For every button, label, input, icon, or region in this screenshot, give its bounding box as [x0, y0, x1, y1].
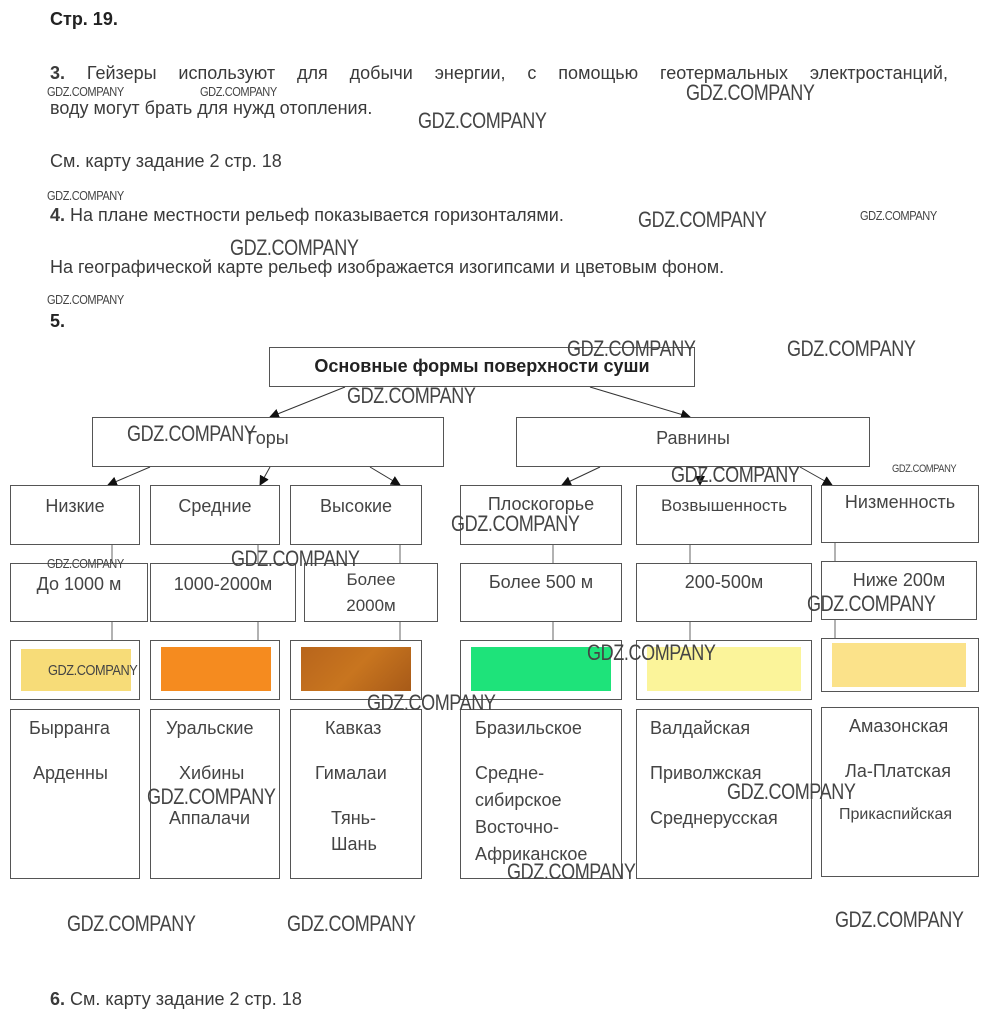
mountains-label: Горы: [247, 428, 289, 448]
example-item: Приволжская: [650, 763, 762, 783]
watermark: GDZ.COMPANY: [418, 108, 547, 133]
type-box-low: Низкие: [10, 485, 140, 545]
example-item: Восточно-: [475, 817, 559, 837]
type-box-upland: Возвышенность: [636, 485, 812, 545]
root-label: Основные формы поверхности суши: [314, 356, 650, 376]
type-box-high: Высокие: [290, 485, 422, 545]
watermark: GDZ.COMPANY: [47, 292, 124, 307]
arrow-root-to-plains: [590, 387, 690, 417]
example-item: сибирское: [475, 790, 562, 810]
watermark: GDZ.COMPANY: [587, 640, 716, 665]
watermark: GDZ.COMPANY: [451, 511, 580, 536]
task3-line2: воду могут брать для нужд отопления.: [50, 98, 373, 118]
example-item: Кавказ: [325, 718, 382, 738]
task3-see-map: См. карту задание 2 стр. 18: [50, 151, 282, 171]
watermark: GDZ.COMPANY: [200, 84, 277, 99]
example-item: Ла-Платская: [845, 761, 951, 781]
watermark: GDZ.COMPANY: [892, 463, 957, 475]
arrow-mountains-low: [108, 467, 150, 485]
example-item: Тянь-: [331, 808, 377, 828]
arrow-plains-lowland: [800, 467, 832, 485]
watermark: GDZ.COMPANY: [727, 779, 856, 804]
watermark: GDZ.COMPANY: [787, 336, 916, 361]
example-item: Валдайская: [650, 718, 751, 738]
task4-plan-text: 4. На плане местности рельеф показывается горизонталями.: [50, 205, 564, 225]
example-item: Среднерусская: [650, 808, 778, 828]
page-label: Стр. 19.: [50, 9, 118, 29]
arrow-root-to-mountains: [270, 387, 345, 417]
color-swatch-mid: [161, 647, 271, 691]
watermark: GDZ.COMPANY: [48, 662, 138, 679]
watermark: GDZ.COMPANY: [860, 208, 937, 223]
example-item: Бырранга: [29, 718, 110, 738]
watermark: GDZ.COMPANY: [231, 546, 360, 571]
watermark: GDZ.COMPANY: [47, 188, 124, 203]
height-box-plateau: Более 500 м: [460, 563, 622, 622]
watermark: GDZ.COMPANY: [287, 911, 416, 936]
example-item: Аппалачи: [169, 808, 251, 828]
example-item: Прикаспийская: [839, 806, 953, 823]
watermark: GDZ.COMPANY: [507, 859, 636, 884]
examples-box-low: [10, 709, 140, 879]
watermark: GDZ.COMPANY: [67, 911, 196, 936]
example-item: Гималаи: [315, 763, 387, 783]
example-item: Шань: [331, 834, 377, 854]
task4-map-text: На географической карте рельеф изображается изогипсами и цветовым фоном.: [50, 257, 725, 277]
watermark: GDZ.COMPANY: [230, 235, 359, 260]
watermark: GDZ.COMPANY: [835, 907, 964, 932]
watermark: GDZ.COMPANY: [807, 591, 936, 616]
watermark: GDZ.COMPANY: [567, 336, 696, 361]
task6-number: 6.: [50, 989, 66, 1009]
task3-number: 3.: [50, 63, 66, 83]
arrow-mountains-mid: [260, 467, 270, 485]
height-box-lowland: Ниже 200м: [821, 561, 977, 620]
height-box-upland: 200-500м: [636, 563, 812, 622]
watermark: GDZ.COMPANY: [47, 556, 124, 571]
example-item: Средне-: [475, 763, 545, 783]
examples-box-high: [290, 709, 422, 879]
example-item: Африканское: [475, 844, 588, 864]
watermark: GDZ.COMPANY: [686, 80, 815, 105]
watermark: GDZ.COMPANY: [367, 690, 496, 715]
swatch-box-mid: [150, 640, 280, 700]
height-box-high: Более 2000м: [304, 563, 438, 622]
height-box-mid: 1000-2000м: [150, 563, 296, 622]
example-item: Уральские: [166, 718, 254, 738]
task5-number: 5.: [50, 311, 66, 331]
height-box-low: До 1000 м: [10, 563, 148, 622]
color-swatch-lowland: [832, 643, 966, 687]
watermark: GDZ.COMPANY: [147, 784, 276, 809]
arrow-mountains-high: [370, 467, 400, 485]
type-box-plateau: Плоскогорье: [460, 485, 622, 545]
arrow-plains-plateau: [562, 467, 600, 485]
plains-box: [516, 417, 870, 467]
task3-line1: 3. Гейзеры используют для добычи энергии, с помощью геотермальных электростанций,: [50, 63, 948, 83]
example-item: Бразильское: [475, 718, 582, 738]
color-swatch-high: [301, 647, 411, 691]
type-box-mid: Средние: [150, 485, 280, 545]
examples-box-plateau: [460, 709, 622, 879]
watermark: GDZ.COMPANY: [638, 207, 767, 232]
plains-label: Равнины: [656, 428, 730, 448]
watermark: GDZ.COMPANY: [671, 462, 800, 487]
example-item: Хибины: [179, 763, 245, 783]
watermark: GDZ.COMPANY: [347, 383, 476, 408]
watermark: GDZ.COMPANY: [127, 421, 256, 446]
swatch-box-lowland: [821, 638, 979, 692]
example-item: Амазонская: [849, 716, 949, 736]
type-box-lowland: Низменность: [821, 485, 979, 543]
task6-text: 6. См. карту задание 2 стр. 18: [50, 989, 302, 1009]
watermark: GDZ.COMPANY: [47, 84, 124, 99]
example-item: Арденны: [33, 763, 108, 783]
task4-number: 4.: [50, 205, 66, 225]
